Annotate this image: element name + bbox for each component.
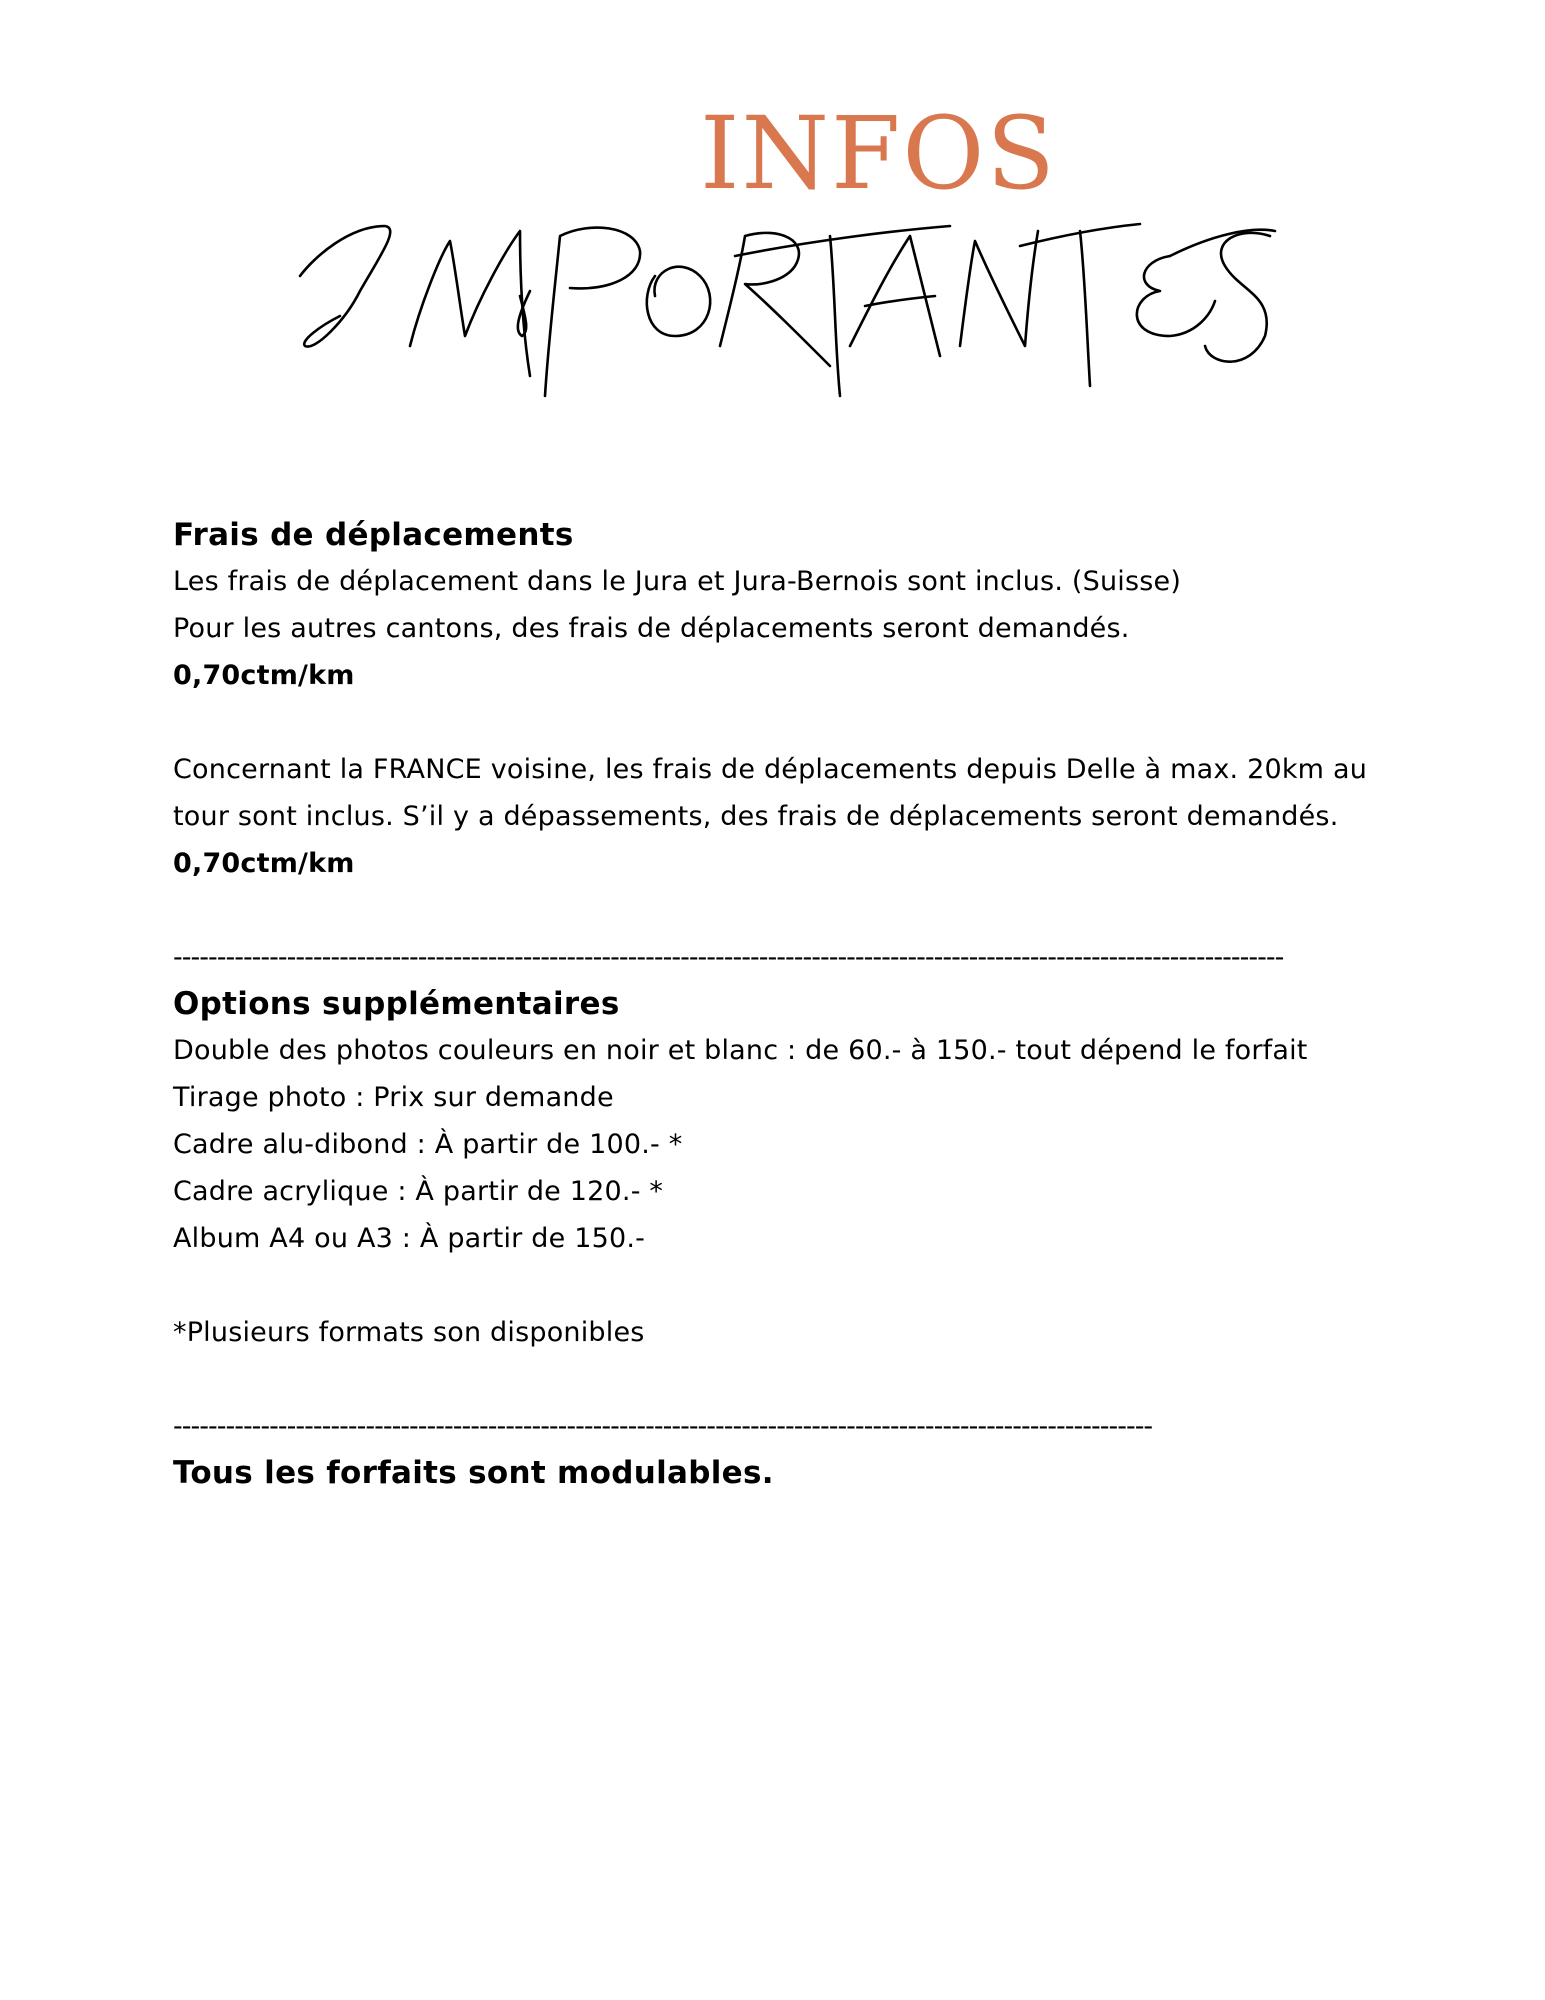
- spacer: [173, 699, 1373, 746]
- options-item-4: Cadre acrylique : À partir de 120.- *: [173, 1176, 664, 1207]
- options-item-2: Tirage photo : Prix sur demande: [173, 1082, 614, 1113]
- spacer: [173, 887, 1373, 934]
- footer-statement: Tous les forfaits sont modulables.: [173, 1455, 774, 1491]
- travel-heading: Frais de déplacements: [173, 517, 574, 553]
- options-heading: Options supplémentaires: [173, 986, 620, 1022]
- separator-line-2: ----------------------------------------------------------------------------------------------------------------: [173, 1411, 1153, 1442]
- options-item-3: Cadre alu-dibond : À partir de 100.- *: [173, 1129, 683, 1160]
- travel-line-4: tour sont inclus. S’il y a dépassements, des frais de déplacements seront demandés.: [173, 801, 1339, 832]
- travel-line-3: Concernant la FRANCE voisine, les frais de déplacements depuis Delle à max. 20km au: [173, 754, 1368, 785]
- options-item-5: Album A4 ou A3 : À partir de 150.-: [173, 1223, 646, 1254]
- content: [173, 512, 1373, 1496]
- travel-line-2: Pour les autres cantons, des frais de déplacements seront demandés.: [173, 613, 1130, 644]
- options-item-1: Double des photos couleurs en noir et blanc : de 60.- à 150.- tout dépend le forfait: [173, 1035, 1308, 1066]
- title-script: [290, 196, 1280, 406]
- travel-line-1: Les frais de déplacement dans le Jura et Jura-Bernois sont inclus. (Suisse): [173, 566, 1182, 597]
- separator-line-1: -------------------------------------------------------------------------------------------------------------------------------: [173, 942, 1284, 973]
- travel-rate-1: 0,70ctm/km: [173, 660, 355, 691]
- travel-rate-2: 0,70ctm/km: [173, 848, 355, 879]
- options-note: *Plusieurs formats son disponibles: [173, 1317, 645, 1348]
- script-lettering: [290, 196, 1280, 406]
- title-infos: INFOS: [700, 95, 1057, 212]
- spacer: [173, 1262, 1373, 1309]
- spacer: [173, 1356, 1373, 1403]
